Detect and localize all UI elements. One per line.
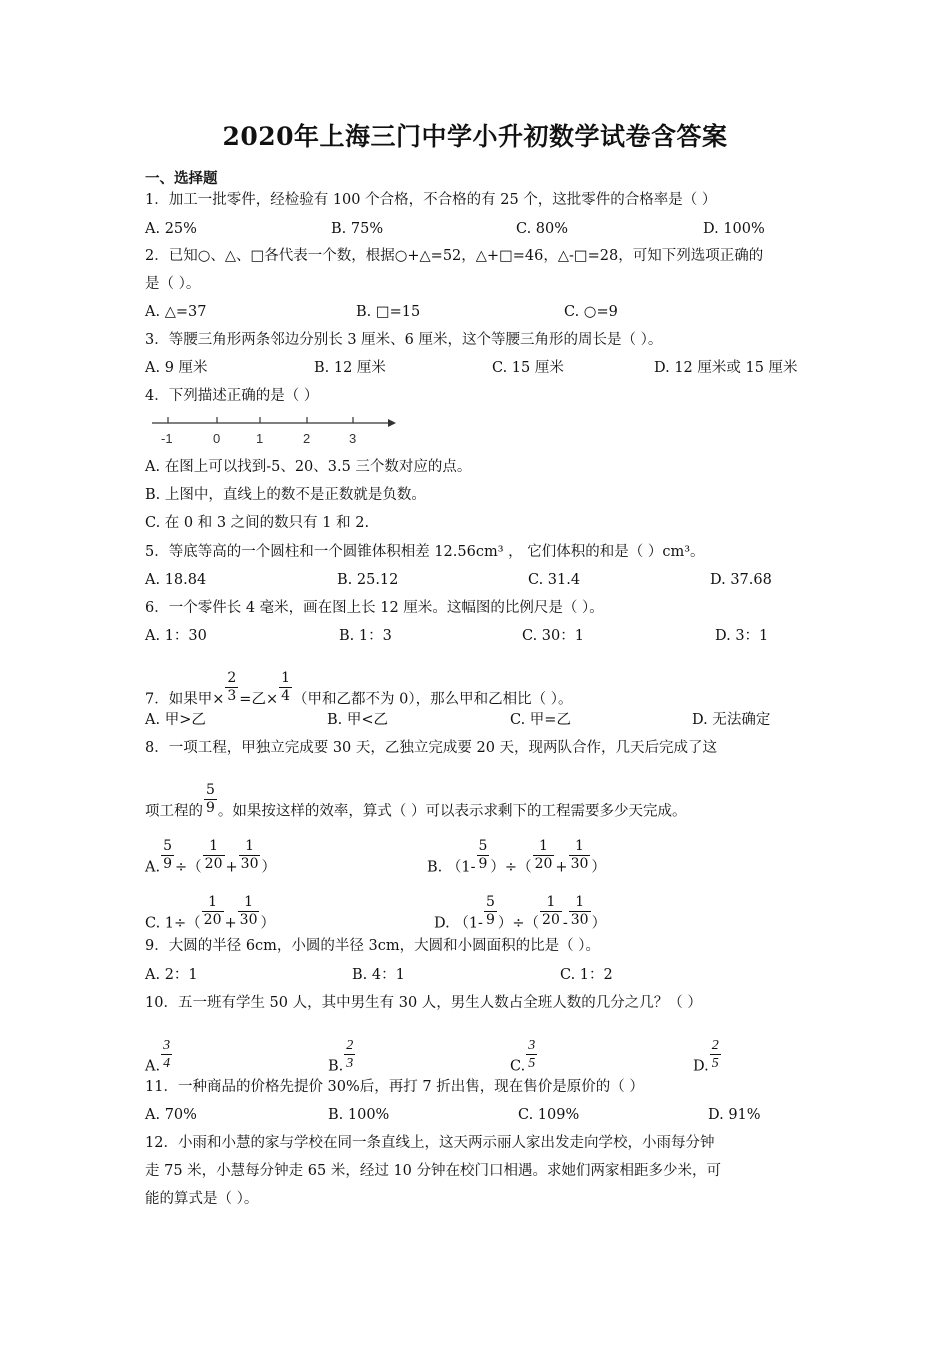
section-heading: 一、选择题 [145, 170, 218, 187]
operator: + [225, 859, 238, 876]
q3-option-c: C. 15 厘米 [492, 360, 564, 376]
fraction [569, 838, 591, 873]
q12-stem-line1: 12．小雨和小慧的家与学校在同一条直线上，这天两示丽人家出发走向学校，小雨每分钟 [145, 1135, 715, 1151]
denominator: 5 [528, 1056, 536, 1071]
numerator: 2 [346, 1038, 354, 1053]
q2-option-c: C. ○=9 [564, 304, 618, 320]
option-label: A. [145, 1058, 161, 1075]
operator: ） [591, 859, 606, 876]
fraction [161, 838, 174, 873]
q6-option-a: A. 1：30 [145, 628, 207, 644]
number-line-svg [150, 410, 400, 450]
operator: + [224, 915, 237, 932]
numerator: 1 [244, 894, 254, 910]
q9-stem: 9．大圆的半径 6cm，小圆的半径 3cm，大圆和小圆面积的比是（ ）。 [145, 938, 600, 954]
q10-option-d [693, 1038, 722, 1084]
q8-option-b [427, 838, 606, 885]
number-line [150, 410, 400, 454]
q7-text-1: 7．如果甲× [145, 691, 225, 708]
numerator: 2 [711, 1038, 719, 1053]
fraction [569, 894, 591, 929]
denominator: 20 [542, 912, 560, 928]
tick-label: 0 [213, 431, 221, 446]
denominator: 4 [281, 688, 291, 704]
fraction [710, 1037, 721, 1072]
operator: ）÷（ [497, 915, 540, 932]
denominator: 30 [239, 912, 258, 928]
q9-option-c: C. 1：2 [560, 967, 613, 983]
operator: ÷（ [175, 859, 202, 876]
q7-option-d: D. 无法确定 [692, 712, 771, 728]
q5-option-d: D. 37.68 [710, 572, 772, 588]
numerator: 1 [546, 894, 556, 910]
fraction [202, 894, 224, 929]
q4-option-b: B. 上图中，直线上的数不是正数就是负数。 [145, 487, 426, 503]
numerator: 1 [208, 894, 218, 910]
numerator: 3 [163, 1038, 171, 1053]
q8-option-a [145, 838, 276, 885]
fraction [533, 838, 555, 873]
numerator: 5 [206, 782, 215, 798]
tick-label: -1 [161, 431, 173, 446]
numerator: 5 [485, 894, 495, 910]
option-label: D. （1- [434, 915, 483, 932]
denominator: 20 [534, 856, 553, 872]
q3-option-a: A. 9 厘米 [145, 360, 208, 376]
fraction [526, 1037, 537, 1072]
q8-text-1: 项工程的 [145, 803, 203, 820]
fraction [540, 894, 562, 929]
q5-stem: 5．等底等高的一个圆柱和一个圆锥体积相差 12.56cm³ ， 它们体积的和是（ ）cm³。 [145, 544, 705, 560]
q11-option-b: B. 100% [328, 1107, 390, 1123]
q9-option-b: B. 4：1 [352, 967, 405, 983]
fraction [239, 838, 261, 873]
denominator: 5 [711, 1056, 719, 1071]
q1-option-b: B. 75% [331, 221, 384, 237]
fraction [477, 838, 490, 873]
fraction [225, 670, 238, 705]
operator: ）÷（ [490, 859, 532, 876]
q12-stem-line3: 能的算式是（ ）。 [145, 1191, 259, 1207]
q11-stem: 11．一种商品的价格先提价 30%后，再打 7 折出售，现在售价是原价的（ ） [145, 1079, 644, 1095]
q7-option-b: B. 甲<乙 [327, 712, 389, 728]
option-label: C. 1÷（ [145, 915, 201, 932]
q1-option-a: A. 25% [145, 221, 197, 237]
option-label: A. [145, 859, 161, 876]
fraction [344, 1037, 355, 1072]
q6-stem: 6．一个零件长 4 毫米，画在图上长 12 厘米。这幅图的比例尺是（ ）。 [145, 600, 604, 616]
q12-stem-line2: 走 75 米，小慧每分钟走 65 米，经过 10 分钟在校门口相遇。求她们两家相距多少米，可 [145, 1163, 722, 1179]
numerator: 1 [281, 670, 291, 686]
q8-text-2: 。如果按这样的效率，算式（ ）可以表示求剩下的工程需要多少天完成。 [217, 803, 687, 820]
q11-option-a: A. 70% [145, 1107, 197, 1123]
denominator: 30 [570, 856, 589, 872]
q7-option-c: C. 甲=乙 [510, 712, 571, 728]
q3-option-d: D. 12 厘米或 15 厘米 [654, 360, 798, 376]
page-title: 2020年上海三门中学小升初数学试卷含答案 [222, 122, 728, 151]
denominator: 9 [478, 856, 488, 872]
arrow-right-icon [388, 419, 396, 427]
denominator: 3 [346, 1056, 354, 1071]
q2-option-a: A. △=37 [145, 304, 207, 320]
q7-text-3: （甲和乙都不为 0），那么甲和乙相比（ ）。 [293, 691, 573, 708]
fraction [204, 782, 217, 817]
option-label: D. [693, 1058, 709, 1075]
q2-stem-line2: 是（ ）。 [145, 276, 201, 292]
q6-option-d: D. 3：1 [715, 628, 769, 644]
fraction [238, 894, 260, 929]
numerator: 1 [575, 894, 585, 910]
denominator: 4 [163, 1056, 171, 1071]
q4-stem: 4．下列描述正确的是（ ） [145, 388, 319, 404]
denominator: 20 [204, 856, 223, 872]
q7-option-a: A. 甲>乙 [145, 712, 206, 728]
option-label: C. [510, 1058, 526, 1075]
operator: + [555, 859, 568, 876]
tick-label: 3 [349, 431, 357, 446]
q11-option-d: D. 91% [708, 1107, 761, 1123]
numerator: 2 [227, 670, 237, 686]
denominator: 9 [163, 856, 173, 872]
q5-option-c: C. 31.4 [528, 572, 581, 588]
q2-stem-line1: 2．已知○、△、□各代表一个数，根据○+△=52，△+□=46，△-□=28，可知下列选项正确的 [145, 248, 764, 264]
denominator: 3 [227, 688, 237, 704]
denominator: 20 [203, 912, 222, 928]
operator: ） [260, 915, 275, 932]
fraction [484, 894, 497, 929]
q3-stem: 3．等腰三角形两条邻边分别长 3 厘米、6 厘米，这个等腰三角形的周长是（ ）。 [145, 332, 663, 348]
fraction [279, 670, 292, 705]
q8-stem-line2 [145, 782, 687, 829]
q1-option-c: C. 80% [516, 221, 569, 237]
q3-option-b: B. 12 厘米 [314, 360, 386, 376]
tick-label: 1 [256, 431, 264, 446]
option-label: B. [328, 1058, 344, 1075]
q1-option-d: D. 100% [703, 221, 765, 237]
numerator: 3 [528, 1038, 536, 1053]
q5-option-b: B. 25.12 [337, 572, 399, 588]
numerator: 1 [575, 838, 584, 854]
numerator: 1 [209, 838, 219, 854]
fraction [203, 838, 225, 873]
option-label: B. （1- [427, 859, 476, 876]
numerator: 5 [163, 838, 173, 854]
q6-option-b: B. 1：3 [339, 628, 392, 644]
q7-text-2: =乙× [239, 691, 279, 708]
fraction [161, 1037, 172, 1072]
denominator: 9 [206, 800, 215, 816]
q8-stem-line1: 8．一项工程，甲独立完成要 30 天，乙独立完成要 20 天，现两队合作，几天后完成了这 [145, 740, 718, 756]
numerator: 1 [245, 838, 255, 854]
denominator: 9 [485, 912, 495, 928]
q4-option-c: C. 在 0 和 3 之间的数只有 1 和 2. [145, 515, 370, 531]
numerator: 1 [539, 838, 548, 854]
q11-option-c: C. 109% [518, 1107, 580, 1123]
q6-option-c: C. 30：1 [522, 628, 584, 644]
q9-option-a: A. 2：1 [145, 967, 198, 983]
numerator: 5 [478, 838, 488, 854]
q4-option-a: A. 在图上可以找到-5、20、3.5 三个数对应的点。 [145, 459, 472, 475]
denominator: 30 [240, 856, 259, 872]
operator: ） [591, 915, 607, 932]
q2-option-b: B. □=15 [356, 304, 421, 320]
operator: - [562, 915, 568, 932]
q10-stem: 10．五一班有学生 50 人，其中男生有 30 人，男生人数占全班人数的几分之几？（ ） [145, 995, 702, 1011]
q1-stem: 1．加工一批零件，经检验有 100 个合格，不合格的有 25 个，这批零件的合格率是（ ） [145, 192, 717, 208]
denominator: 30 [570, 912, 589, 928]
tick-label: 2 [303, 431, 311, 446]
operator: ） [261, 859, 276, 876]
q5-option-a: A. 18.84 [145, 572, 207, 588]
